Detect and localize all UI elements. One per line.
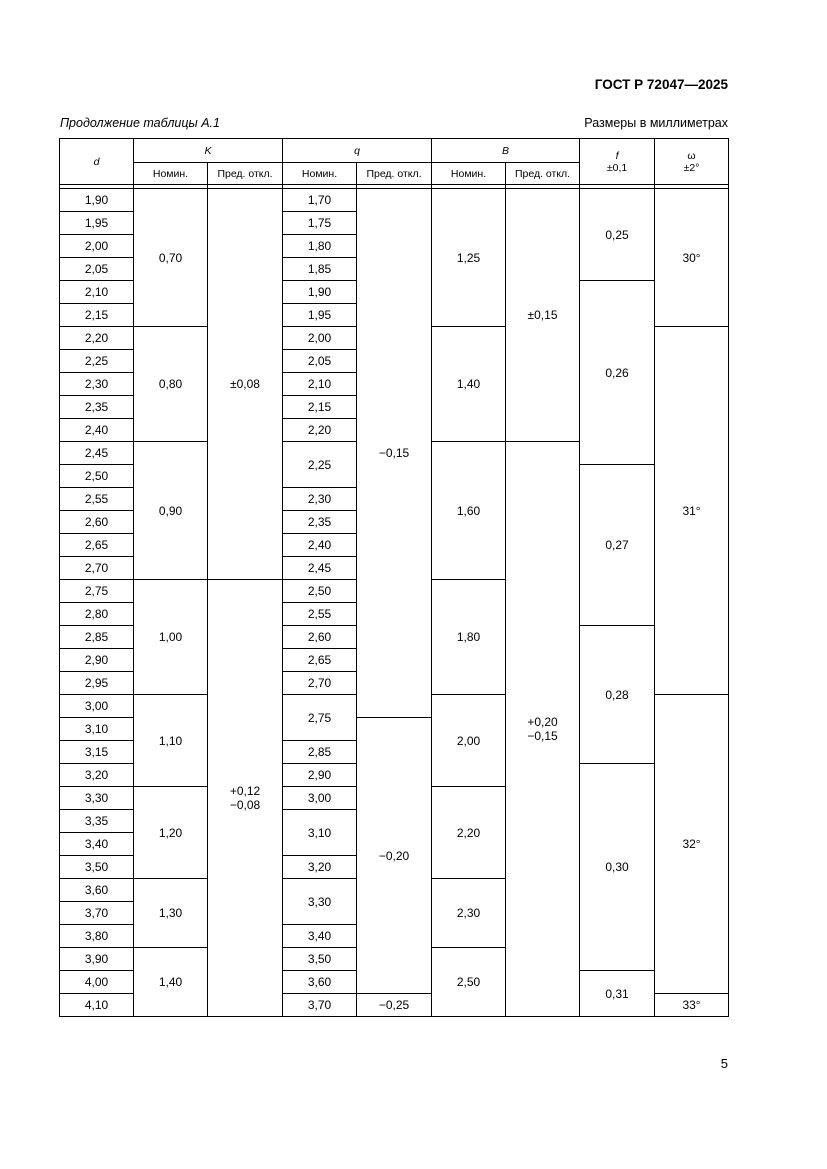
table-cell: 2,10: [283, 373, 357, 396]
table-cell: 2,30: [283, 488, 357, 511]
table-cell: 0,25: [580, 189, 655, 281]
cell-d: 1,90: [60, 189, 134, 212]
table-cell: 2,45: [283, 557, 357, 580]
units-note: Размеры в миллиметрах: [584, 116, 728, 130]
cell-d: 3,70: [60, 902, 134, 925]
table-cell: 2,75: [283, 695, 357, 741]
table-cell: 0,30: [580, 764, 655, 971]
table-cell: 1,10: [134, 695, 208, 787]
table-cell: 2,50: [283, 580, 357, 603]
table-cell: 1,70: [283, 189, 357, 212]
subheader-k-nom: Номин.: [134, 163, 208, 185]
header-q: q: [283, 139, 432, 163]
table-cell: 0,31: [580, 971, 655, 1017]
table-cell: 0,28: [580, 626, 655, 764]
cell-d: 2,35: [60, 396, 134, 419]
table-cell: 1,85: [283, 258, 357, 281]
table-cell: 30°: [655, 189, 729, 327]
table-cell: 2,85: [283, 741, 357, 764]
cell-d: 2,80: [60, 603, 134, 626]
table-cell: 2,60: [283, 626, 357, 649]
subheader-q-dev: Пред. откл.: [357, 163, 432, 185]
cell-d: 3,20: [60, 764, 134, 787]
page-number: 5: [720, 1056, 728, 1071]
table-cell: 1,75: [283, 212, 357, 235]
table-cell: 0,70: [134, 189, 208, 327]
table-cell: 3,50: [283, 948, 357, 971]
table-row: [60, 189, 729, 212]
table-cell: 2,25: [283, 442, 357, 488]
subheader-q-nom: Номин.: [283, 163, 357, 185]
cell-d: 2,65: [60, 534, 134, 557]
table-cell: 1,40: [432, 327, 506, 442]
table-cell: 1,60: [432, 442, 506, 580]
table-cell: 32°: [655, 695, 729, 994]
header-b: B: [432, 139, 580, 163]
table-cell: ±0,08: [208, 189, 283, 580]
subheader-b-dev: Пред. откл.: [506, 163, 580, 185]
table-cell: 2,20: [432, 787, 506, 879]
table-cell: 3,30: [283, 879, 357, 925]
cell-d: 2,00: [60, 235, 134, 258]
table-cell: 2,00: [283, 327, 357, 350]
table-cell: 2,50: [432, 948, 506, 1017]
table-cell: 1,95: [283, 304, 357, 327]
table-cell: 33°: [655, 994, 729, 1017]
table-cell: 2,70: [283, 672, 357, 695]
table-cell: 2,90: [283, 764, 357, 787]
table-cell: 3,20: [283, 856, 357, 879]
cell-d: 2,10: [60, 281, 134, 304]
table-cell: 1,30: [134, 879, 208, 948]
table-cell: 3,70: [283, 994, 357, 1017]
cell-d: 2,75: [60, 580, 134, 603]
table-cell: 1,90: [283, 281, 357, 304]
table-cell: +0,12 −0,08: [208, 580, 283, 1017]
cell-d: 2,05: [60, 258, 134, 281]
cell-d: 2,70: [60, 557, 134, 580]
cell-d: 3,30: [60, 787, 134, 810]
document-code: ГОСТ Р 72047—2025: [594, 77, 728, 92]
header-f: f ±0,1: [580, 139, 655, 185]
table-cell: 2,05: [283, 350, 357, 373]
cell-d: 2,25: [60, 350, 134, 373]
table-cell: 1,00: [134, 580, 208, 695]
header-omega: ω ±2°: [655, 139, 729, 185]
cell-d: 2,60: [60, 511, 134, 534]
table-cell: 3,00: [283, 787, 357, 810]
cell-d: 2,20: [60, 327, 134, 350]
table-cell: 2,00: [432, 695, 506, 787]
cell-d: 3,60: [60, 879, 134, 902]
table-body: [60, 189, 729, 1017]
table-caption: Продолжение таблицы А.1: [60, 116, 220, 130]
table-cell: 1,25: [432, 189, 506, 327]
subheader-b-nom: Номин.: [432, 163, 506, 185]
cell-d: 1,95: [60, 212, 134, 235]
table-cell: 0,27: [580, 465, 655, 626]
table-cell: 2,35: [283, 511, 357, 534]
table-cell: 31°: [655, 327, 729, 695]
table-cell: 2,40: [283, 534, 357, 557]
table-cell: 1,40: [134, 948, 208, 1017]
cell-d: 2,85: [60, 626, 134, 649]
cell-d: 2,55: [60, 488, 134, 511]
table-cell: 3,10: [283, 810, 357, 856]
cell-d: 3,50: [60, 856, 134, 879]
dimensions-table: [59, 138, 729, 1017]
table-cell: 1,80: [283, 235, 357, 258]
cell-d: 2,50: [60, 465, 134, 488]
cell-d: 3,00: [60, 695, 134, 718]
cell-d: 3,15: [60, 741, 134, 764]
table-cell: 3,60: [283, 971, 357, 994]
table-cell: 2,15: [283, 396, 357, 419]
table-cell: −0,15: [357, 189, 432, 718]
table-cell: −0,20: [357, 718, 432, 994]
table-cell: 3,40: [283, 925, 357, 948]
table-cell: 0,90: [134, 442, 208, 580]
cell-d: 2,15: [60, 304, 134, 327]
table-cell: 0,26: [580, 281, 655, 465]
cell-d: 2,30: [60, 373, 134, 396]
cell-d: 3,90: [60, 948, 134, 971]
cell-d: 3,10: [60, 718, 134, 741]
cell-d: 4,00: [60, 971, 134, 994]
table-cell: +0,20 −0,15: [506, 442, 580, 1017]
cell-d: 4,10: [60, 994, 134, 1017]
table-cell: 0,80: [134, 327, 208, 442]
cell-d: 2,40: [60, 419, 134, 442]
cell-d: 3,80: [60, 925, 134, 948]
table-cell: 2,55: [283, 603, 357, 626]
table-cell: 2,30: [432, 879, 506, 948]
table-cell: 1,80: [432, 580, 506, 695]
table-cell: ±0,15: [506, 189, 580, 442]
cell-d: 2,90: [60, 649, 134, 672]
header-d: d: [60, 139, 134, 185]
header-k: K: [134, 139, 283, 163]
cell-d: 3,35: [60, 810, 134, 833]
table-cell: 2,20: [283, 419, 357, 442]
subheader-k-dev: Пред. откл.: [208, 163, 283, 185]
cell-d: 2,45: [60, 442, 134, 465]
cell-d: 2,95: [60, 672, 134, 695]
table-cell: 1,20: [134, 787, 208, 879]
cell-d: 3,40: [60, 833, 134, 856]
table-cell: −0,25: [357, 994, 432, 1017]
table-cell: 2,65: [283, 649, 357, 672]
